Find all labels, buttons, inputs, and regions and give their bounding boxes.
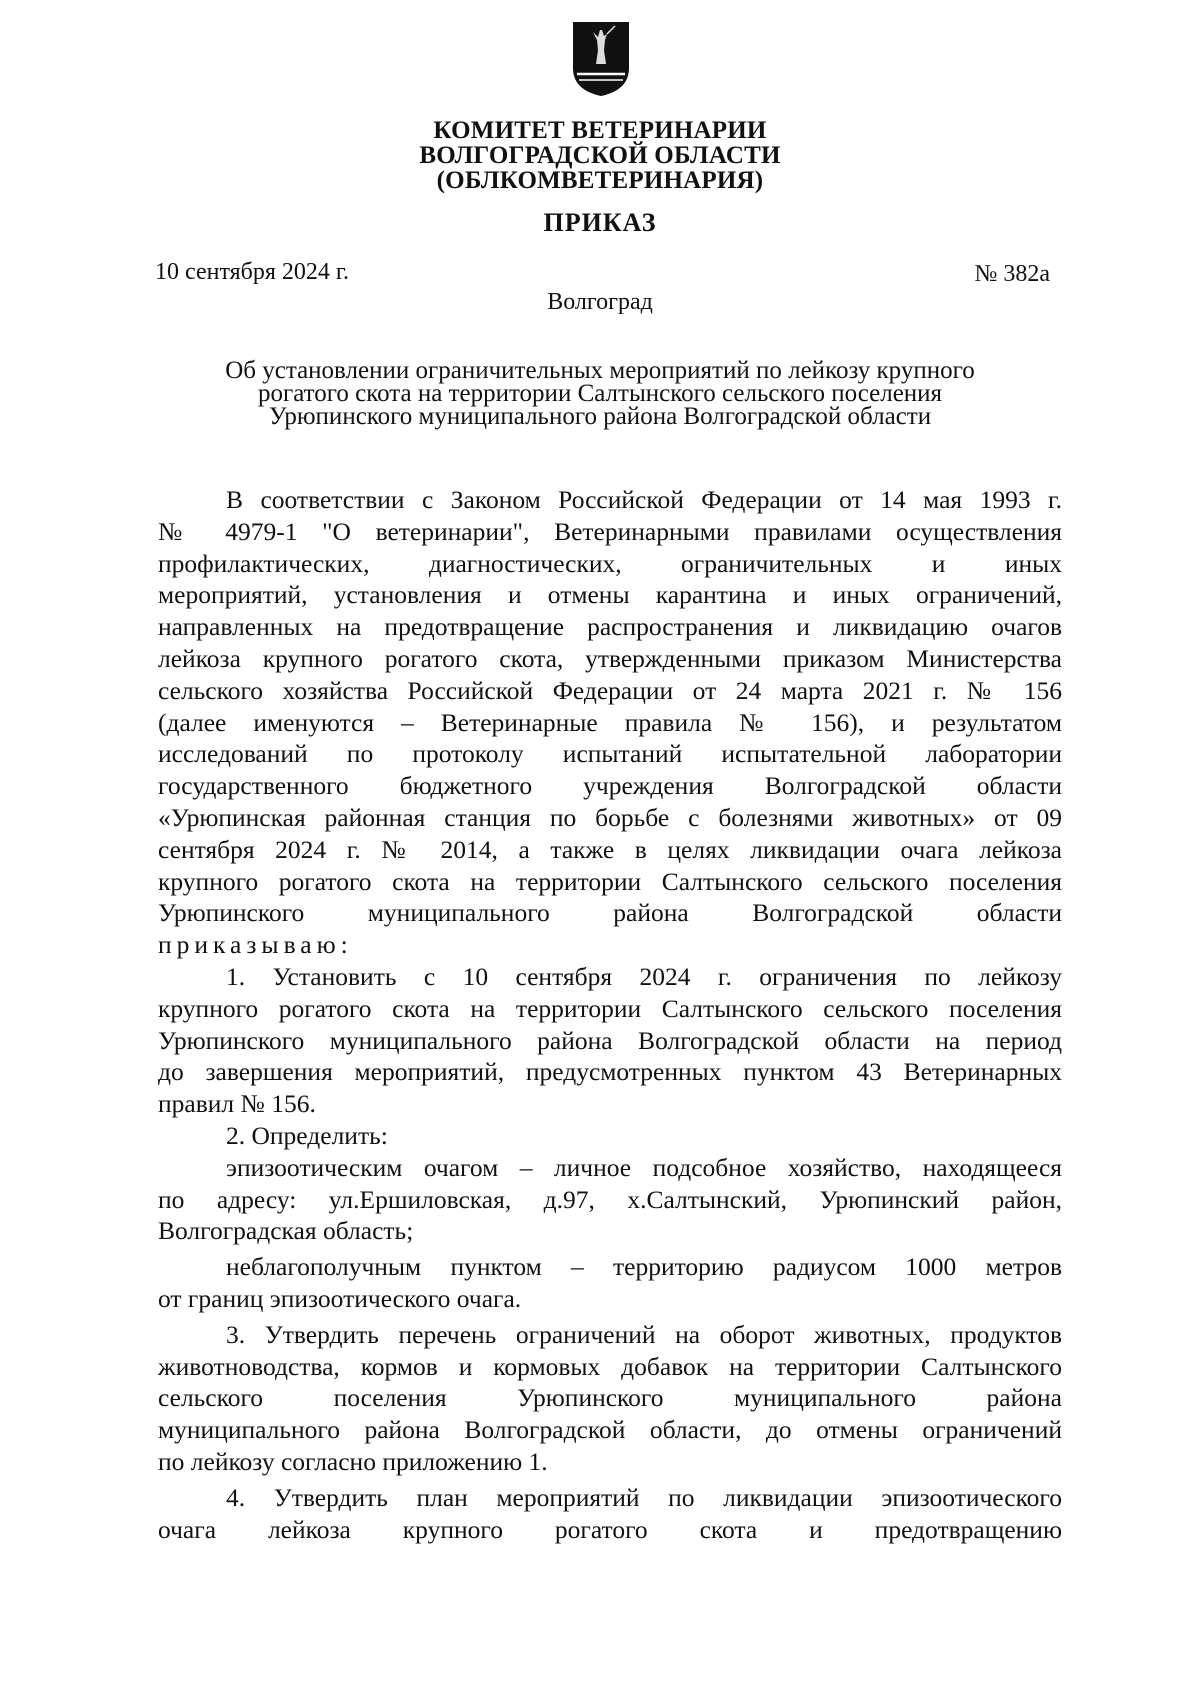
body-line: направленных на предотвращение распространения и ликвидацию очагов: [158, 612, 1062, 642]
body-line: профилактических, диагностических, ограничительных и иных: [158, 548, 1062, 578]
body-line: крупного рогатого скота на территории Салтынского сельского поселения: [158, 993, 1062, 1023]
body-line: исследований по протоколу испытаний испытательной лаборатории: [158, 739, 1062, 769]
body-line: по лейкозу согласно приложению 1.: [158, 1446, 548, 1476]
body-line: мероприятий, установления и отмены карантина и иных ограничений,: [158, 580, 1062, 610]
body-line: животноводства, кормов и кормовых добавок на территории Салтынского: [158, 1351, 1062, 1381]
document-number: № 382а: [974, 261, 1050, 287]
organization-name-line-3: (ОБЛКОМВЕТЕРИНАРИЯ): [436, 167, 764, 194]
body-line: муниципального района Волгоградской области, до отмены ограничений: [158, 1415, 1062, 1445]
body-line: сельского хозяйства Российской Федерации от 24 марта 2021 г. № 156: [158, 675, 1062, 705]
body-line: 2. Определить:: [226, 1120, 388, 1150]
coat-of-arms-emblem: [571, 20, 631, 98]
body-line: крупного рогатого скота на территории Салтынского сельского поселения: [158, 866, 1062, 896]
body-line: В соответствии с Законом Российской Федерации от 14 мая 1993 г.: [226, 485, 1062, 514]
body-line: 4. Утвердить план мероприятий по ликвидации эпизоотического: [226, 1482, 1062, 1512]
body-line: неблагополучным пунктом – территорию радиусом 1000 метров: [226, 1252, 1062, 1282]
body-line: от границ эпизоотического очага.: [158, 1283, 522, 1313]
body-line: государственного бюджетного учреждения Волгоградской области: [158, 771, 1062, 801]
body-line: «Урюпинская районная станция по борьбе с болезнями животных» от 09: [158, 802, 1062, 832]
title-line: рогатого скота на территории Салтынского сельского поселения: [257, 380, 943, 407]
body-line: лейкоза крупного рогатого скота, утвержденными приказом Министерства: [158, 643, 1062, 673]
document-type: ПРИКАЗ: [543, 208, 657, 237]
body-line: эпизоотическим очагом – личное подсобное хозяйство, находящееся: [226, 1152, 1062, 1182]
document-body: [158, 484, 1062, 1545]
body-line: 3. Утвердить перечень ограничений на оборот животных, продуктов: [226, 1319, 1062, 1349]
organization-header: [200, 118, 1000, 193]
title-line: Урюпинского муниципального района Волгоградской области: [268, 403, 932, 430]
document-title: [150, 359, 1050, 428]
body-line: по адресу: ул.Ершиловская, д.97, х.Салтынский, Урюпинский район,: [158, 1184, 1062, 1214]
body-line: правил № 156.: [158, 1089, 316, 1119]
organization-name-line-2: ВОЛГОГРАДСКОЙ ОБЛАСТИ: [419, 142, 781, 169]
body-line: Волгоградская область;: [158, 1216, 414, 1246]
body-line: (далее именуются – Ветеринарные правила № 156), и результатом: [158, 707, 1062, 737]
body-line: сентября 2024 г. № 2014, а также в целях ликвидации очага лейкоза: [158, 834, 1062, 864]
body-line: № 4979-1 "О ветеринарии", Ветеринарными правилами осуществления: [158, 516, 1062, 546]
document-date: 10 сентября 2024 г.: [155, 259, 350, 285]
organization-name-line-1: КОМИТЕТ ВЕТЕРИНАРИИ: [433, 117, 767, 144]
body-line: сельского поселения Урюпинского муниципального района: [158, 1383, 1062, 1413]
body-line: до завершения мероприятий, предусмотренных пунктом 43 Ветеринарных: [158, 1057, 1062, 1087]
body-line: очага лейкоза крупного рогатого скота и предотвращению: [158, 1514, 1062, 1544]
body-line: Урюпинского муниципального района Волгоградской области: [158, 898, 1062, 928]
body-line: 1. Установить с 10 сентября 2024 г. ограничения по лейкозу: [226, 961, 1062, 991]
document-city: Волгоград: [547, 289, 653, 315]
body-line-order-word: приказываю:: [158, 930, 353, 960]
title-line: Об установлении ограничительных мероприятий по лейкозу крупного: [225, 357, 975, 384]
body-line: Урюпинского муниципального района Волгоградской области на период: [158, 1025, 1062, 1055]
